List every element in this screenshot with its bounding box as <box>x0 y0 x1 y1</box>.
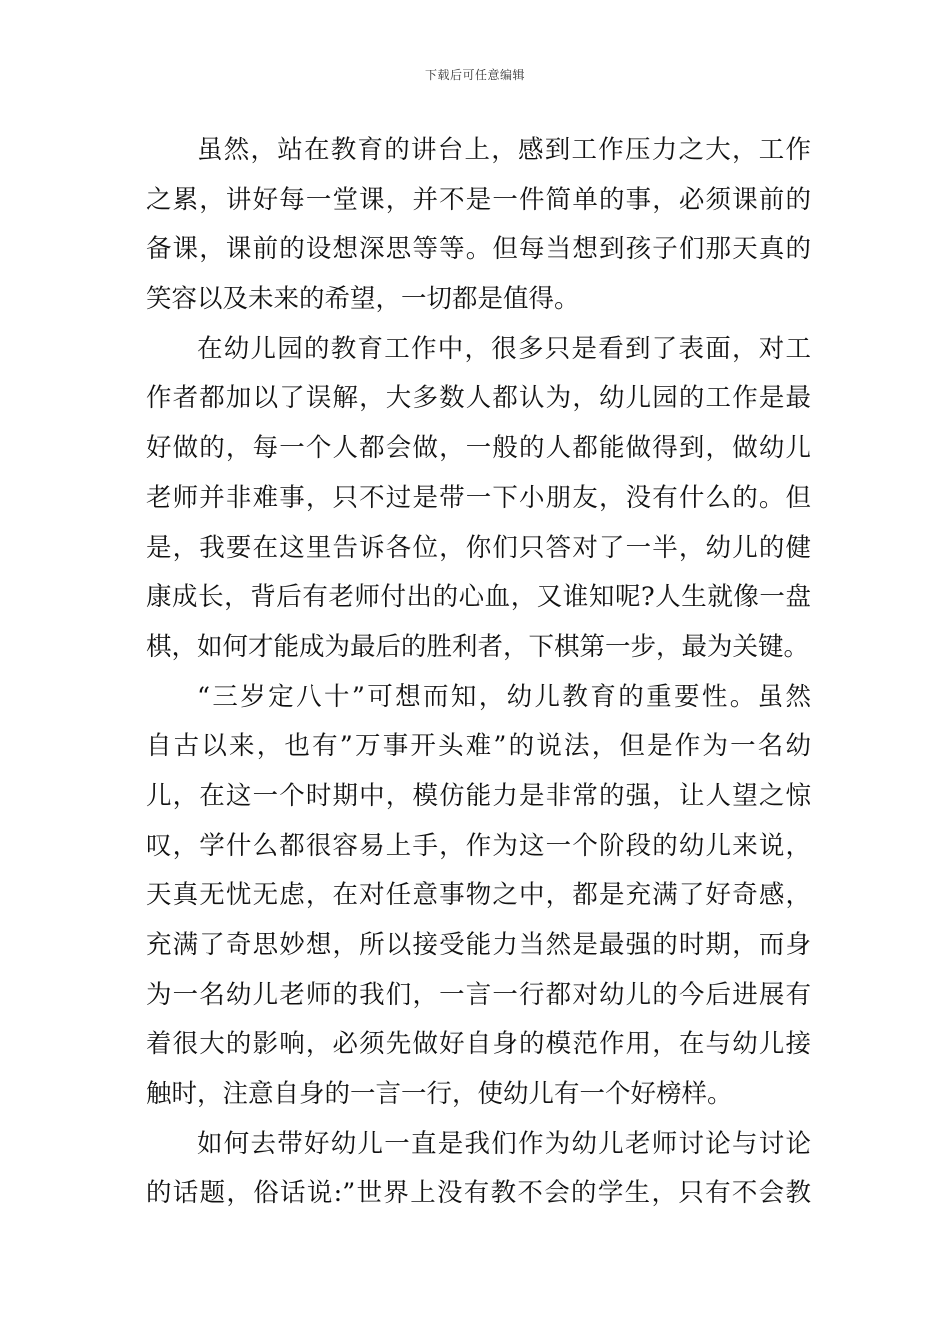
text-line: 在幼儿园的教育工作中，很多只是看到了表面，对工 <box>197 333 811 364</box>
text-line: 老师并非难事，只不过是带一下小朋友，没有什么的。但 <box>146 482 811 513</box>
text-line: 着很大的影响，必须先做好自身的模范作用，在与幼儿接 <box>146 1029 811 1060</box>
text-line: 的话题，俗话说:”世界上没有教不会的学生，只有不会教 <box>146 1178 811 1209</box>
text-line: 作者都加以了误解，大多数人都认为，幼儿园的工作是最 <box>146 383 811 414</box>
text-line: 之累，讲好每一堂课，并不是一件简单的事，必须课前的 <box>146 184 811 215</box>
text-line: 触时，注意自身的一言一行，使幼儿有一个好榜样。 <box>146 1079 733 1110</box>
text-line: 充满了奇思妙想，所以接受能力当然是最强的时期，而身 <box>146 930 811 960</box>
text-line: 笑容以及未来的希望，一切都是值得。 <box>146 284 580 315</box>
text-line: 为一名幼儿老师的我们，一言一行都对幼儿的今后进展有 <box>146 979 811 1010</box>
text-line: 如何去带好幼儿一直是我们作为幼儿老师讨论与讨论 <box>197 1128 811 1159</box>
text-line: 是，我要在这里告诉各位，你们只答对了一半，幼儿的健 <box>146 532 811 563</box>
text-line: 棋，如何才能成为最后的胜利者，下棋第一步，最为关键。 <box>146 631 810 662</box>
text-line: “三岁定八十”可想而知，幼儿教育的重要性。虽然 <box>197 681 811 712</box>
text-line: 儿，在这一个时期中，模仿能力是非常的强，让人望之惊 <box>146 780 811 811</box>
body-text <box>146 126 811 1219</box>
text-line: 好做的，每一个人都会做，一般的人都能做得到，做幼儿 <box>146 433 811 464</box>
text-line: 康成长，背后有老师付出的心血，又谁知呢?人生就像一盘 <box>146 582 811 613</box>
text-line: 天真无忧无虑，在对任意事物之中，都是充满了好奇感， <box>146 880 811 911</box>
page-header: 下载后可任意编辑 <box>424 68 525 82</box>
text-line: 自古以来，也有”万事开头难”的说法，但是作为一名幼 <box>146 731 811 762</box>
text-line: 叹，学什么都很容易上手，作为这一个阶段的幼儿来说， <box>146 830 811 861</box>
text-line: 备课，课前的设想深思等等。但每当想到孩子们那天真的 <box>146 234 811 265</box>
text-line: 虽然，站在教育的讲台上，感到工作压力之大，工作 <box>197 135 811 165</box>
